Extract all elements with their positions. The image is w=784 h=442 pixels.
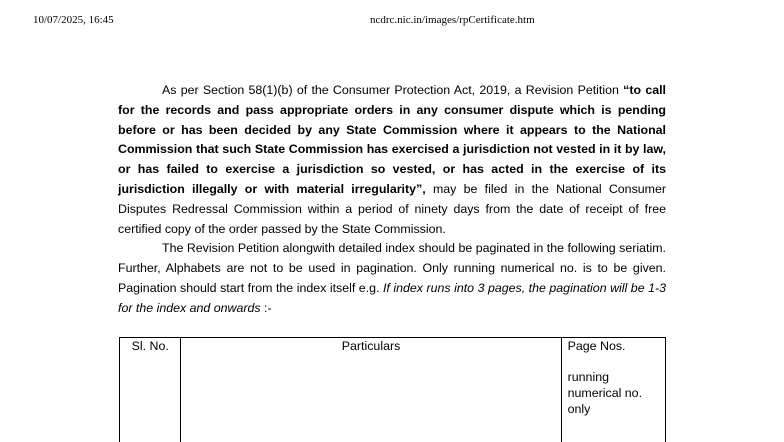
page-nos-note: running numerical no. only xyxy=(568,369,665,417)
col-particulars xyxy=(181,338,561,442)
para2-eg: e.g. xyxy=(359,281,380,295)
sl-no-header: Sl. No. xyxy=(132,339,169,353)
para1-rest: may be filed in the National Consumer Disputes Redressal Commission within a period of ninety days from the date of receipt of free certified copy of the order passed by the State Commission. xyxy=(118,182,666,236)
para2-example: If index runs into 3 pages, the pagination will be 1-3 for the index and onwards xyxy=(118,281,666,315)
pagination-table xyxy=(119,337,666,442)
col-page-nos xyxy=(561,338,665,442)
page-nos-header: Page Nos. xyxy=(568,339,626,353)
paragraph-pagination xyxy=(118,239,666,318)
table-row xyxy=(120,338,666,442)
para2-text: The Revision Petition alongwith detailed index should be paginated in the following seriatim. Further, Alphabets are not to be used in pagination. Only running numerical no. is to be given. Pagination should start from the index itself xyxy=(118,241,666,295)
para2-end: :- xyxy=(261,301,272,315)
document-body xyxy=(118,81,666,319)
page-url: ncdrc.nic.in/images/rpCertificate.htm xyxy=(370,14,535,26)
print-datetime: 10/07/2025, 16:45 xyxy=(33,14,114,26)
para1-intro: As per Section 58(1)(b) of the Consumer Protection Act, 2019, a Revision Petition xyxy=(162,83,623,97)
para1-quoted-provision: “to call for the records and pass appropriate orders in any consumer dispute which is pending before or has been decided by any State Commission where it appears to the National Commission that such State Commission has exercised a jurisdiction not vested in it by law, or has failed to exercise a jurisdiction so vested, or has acted in the exercise of its jurisdiction illegally or with material irregularity”, xyxy=(118,83,666,196)
col-sl-no xyxy=(120,338,181,442)
particulars-header: Particulars xyxy=(342,339,401,353)
paragraph-revision-petition xyxy=(118,81,666,239)
